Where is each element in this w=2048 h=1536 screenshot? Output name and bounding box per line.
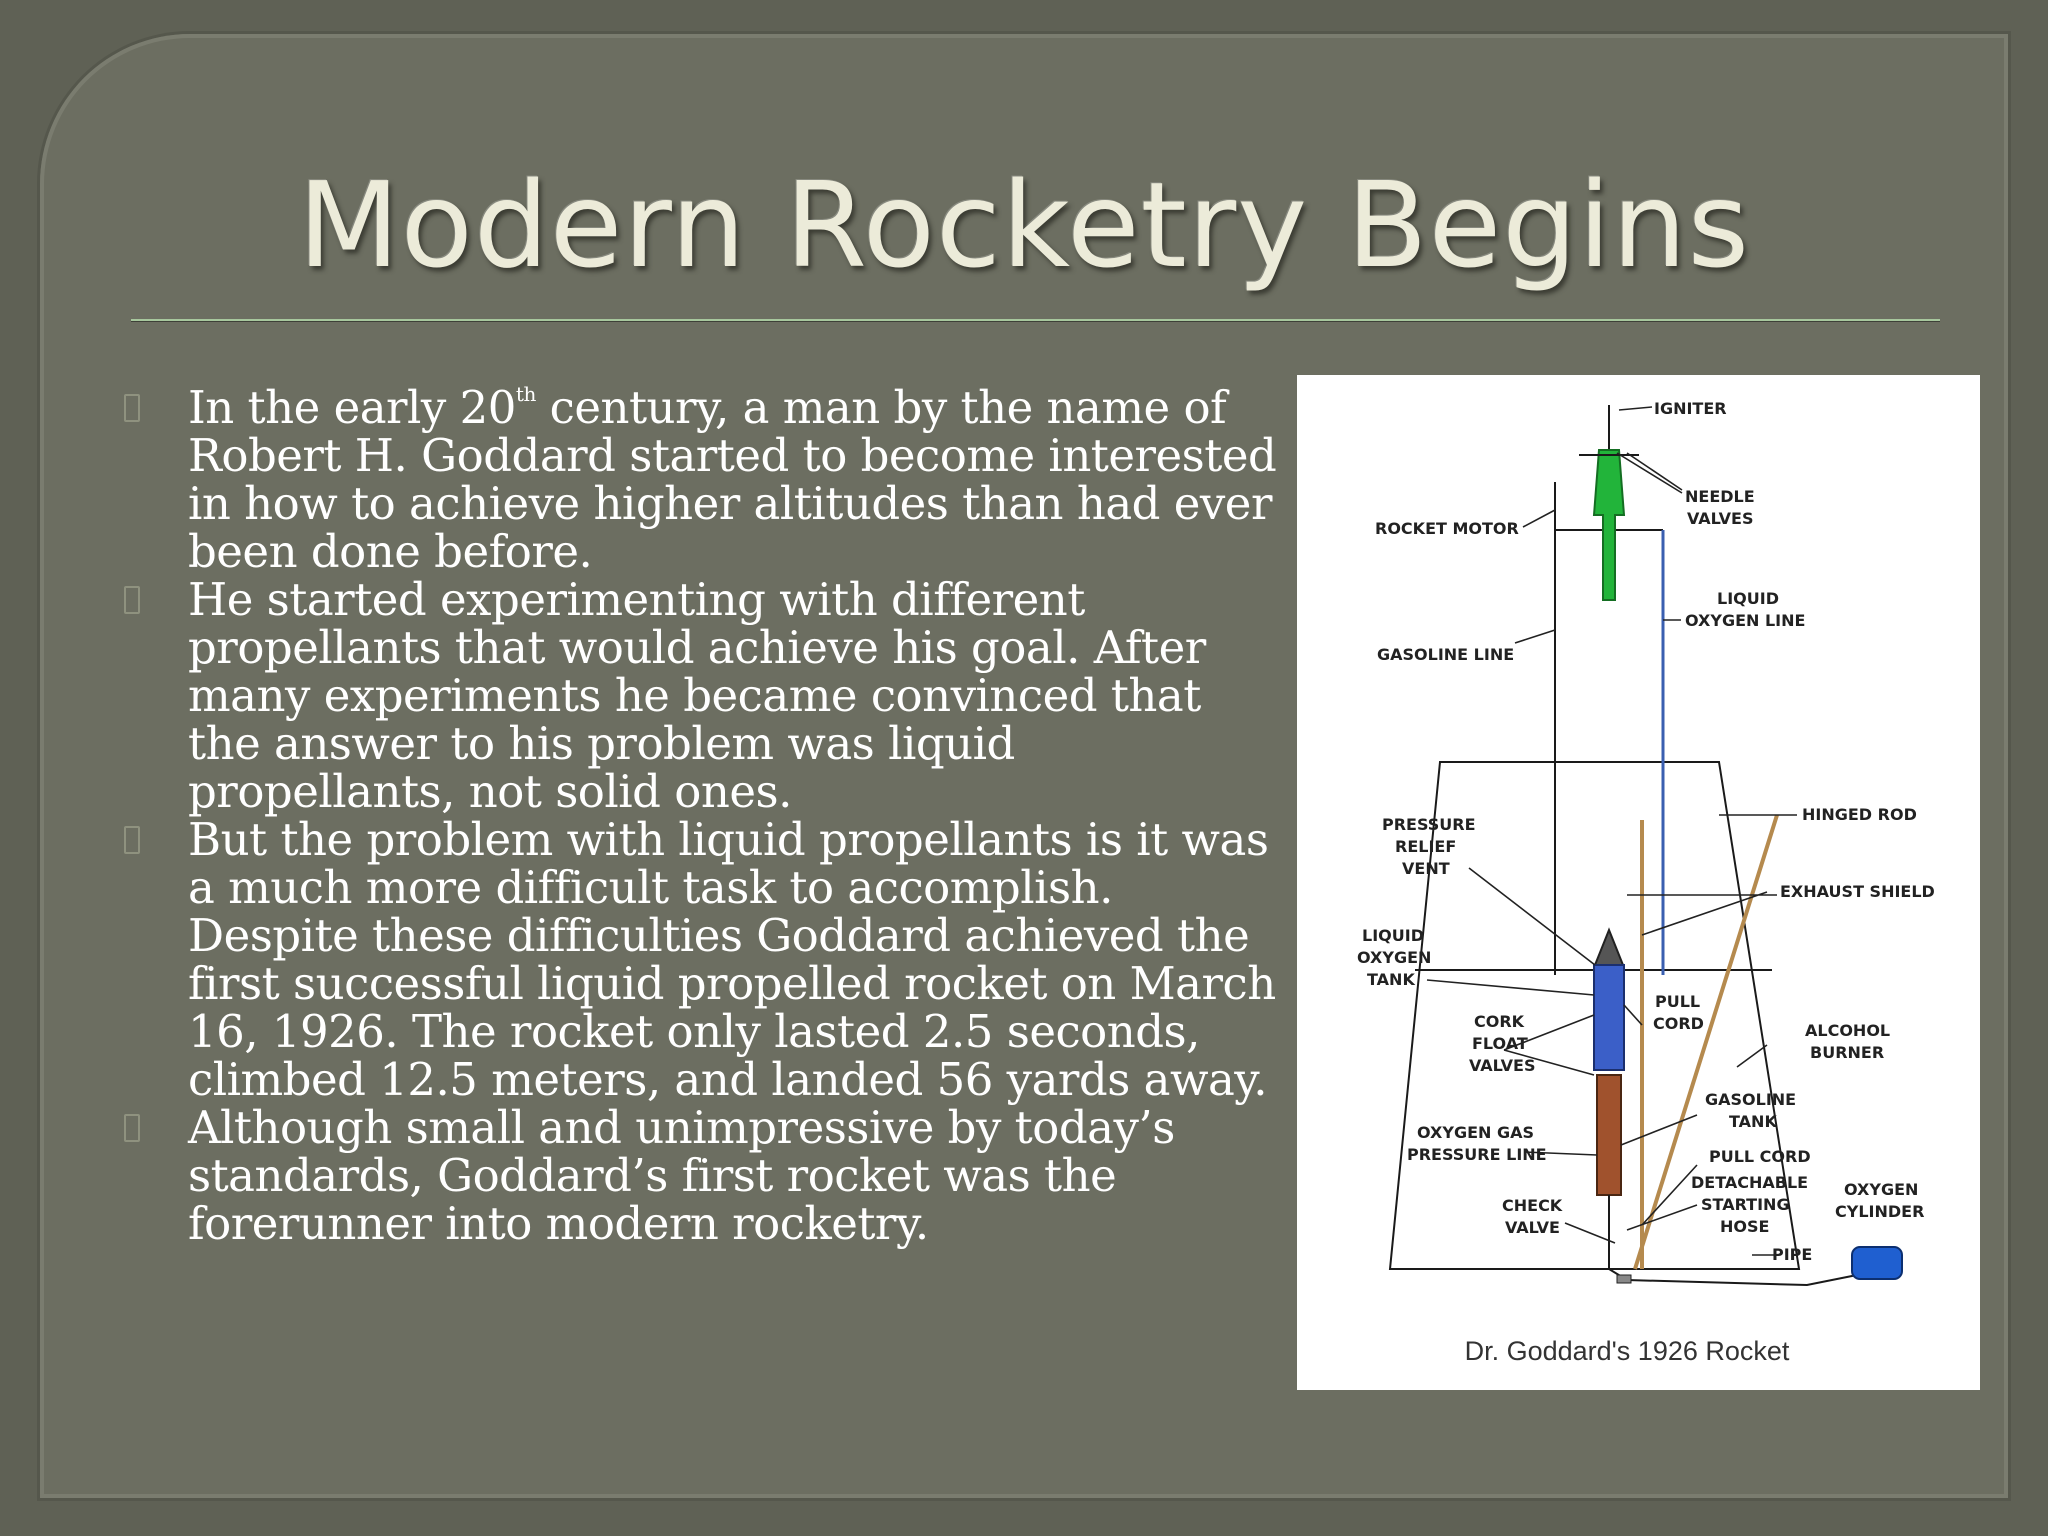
diagram-caption: Dr. Goddard's 1926 Rocket <box>1464 1336 1790 1366</box>
label-needle-valves-2: VALVES <box>1687 509 1754 528</box>
bullet-text: In the early 20 <box>188 381 516 434</box>
bullet-superscript: th <box>515 382 536 406</box>
label-pipe: PIPE <box>1772 1245 1813 1264</box>
bullet-text: Although small and unimpressive by today’s standards, Goddard’s first rocket was the forerunner into modern rocketry. <box>188 1101 1175 1250</box>
label-oxygen-cylinder: OXYGEN <box>1844 1180 1919 1199</box>
label-gasoline-tank: GASOLINE <box>1705 1090 1797 1109</box>
label-pull-cord-upper: PULL <box>1655 992 1701 1011</box>
label-oxygen-cylinder-2: CYLINDER <box>1835 1202 1925 1221</box>
label-check-valve-2: VALVE <box>1505 1218 1560 1237</box>
label-cork-float-valves: CORK <box>1474 1012 1525 1031</box>
bullet-text: But the problem with liquid propellants is it was a much more difficult task to accomplish. Despite these difficulties Goddard achieved the first successful liquid propelled rocket on March 16, 1926. The rocket only lasted 2.5 seconds, climbed 12.5 meters, and landed 56 yards away. <box>188 813 1276 1106</box>
bullet-marker-icon <box>124 586 140 614</box>
rocket-diagram-svg <box>1297 375 1980 1390</box>
bullet-marker-icon <box>124 394 140 422</box>
goddard-rocket-diagram <box>1297 375 1980 1390</box>
label-detachable-hose-3: HOSE <box>1720 1217 1770 1236</box>
label-liquid-oxygen-tank: LIQUID <box>1362 926 1424 945</box>
label-liquid-oxygen-tank-2: OXYGEN <box>1357 948 1432 967</box>
label-cork-float-valves-3: VALVES <box>1469 1056 1536 1075</box>
label-detachable-hose-2: STARTING <box>1701 1195 1790 1214</box>
bullet-item <box>118 813 1278 1106</box>
label-pressure-relief-vent-3: VENT <box>1402 859 1450 878</box>
bullet-item <box>118 1101 1278 1250</box>
bullet-text: He started experimenting with different propellants that would achieve his goal. After many experiments he became convinced that the answer to his problem was liquid propellants, not solid ones. <box>188 573 1206 818</box>
label-oxygen-gas-pressure-line: OXYGEN GAS <box>1417 1123 1535 1142</box>
title-divider <box>131 319 1940 321</box>
bullet-marker-icon <box>124 826 140 854</box>
label-alcohol-burner: ALCOHOL <box>1805 1021 1891 1040</box>
label-needle-valves: NEEDLE <box>1685 487 1755 506</box>
label-pressure-relief-vent: PRESSURE <box>1382 815 1476 834</box>
label-pull-cord-upper-2: CORD <box>1653 1014 1704 1033</box>
label-check-valve: CHECK <box>1502 1196 1563 1215</box>
bullet-item <box>118 381 1278 578</box>
label-alcohol-burner-2: BURNER <box>1810 1043 1885 1062</box>
label-liquid-oxygen-tank-3: TANK <box>1367 970 1415 989</box>
label-pull-cord-lower: PULL CORD <box>1709 1147 1811 1166</box>
label-oxygen-gas-pressure-line-2: PRESSURE LINE <box>1407 1145 1547 1164</box>
label-hinged-rod: HINGED ROD <box>1802 805 1917 824</box>
label-liquid-oxygen-line-2: OXYGEN LINE <box>1685 611 1806 630</box>
bullet-text-continued: century, a man by the name of Robert H. Goddard started to become interested in how to achieve higher altitudes than had ever been done before. <box>188 381 1277 578</box>
rocket-motor-body <box>1594 450 1624 600</box>
liquid-oxygen-tank <box>1594 965 1624 1070</box>
oxygen-cylinder <box>1852 1247 1902 1279</box>
label-gasoline-line: GASOLINE LINE <box>1377 645 1515 664</box>
pipe <box>1609 1269 1857 1285</box>
label-gasoline-tank-2: TANK <box>1729 1112 1777 1131</box>
label-cork-float-valves-2: FLOAT <box>1472 1034 1528 1053</box>
label-exhaust-shield: EXHAUST SHIELD <box>1780 882 1935 901</box>
bullet-item <box>118 573 1278 818</box>
label-rocket-motor: ROCKET MOTOR <box>1375 519 1519 538</box>
label-detachable-hose: DETACHABLE <box>1691 1173 1809 1192</box>
gasoline-tank <box>1597 1075 1621 1195</box>
bullet-list <box>118 381 1278 1250</box>
label-pressure-relief-vent-2: RELIEF <box>1395 837 1457 856</box>
label-liquid-oxygen-line: LIQUID <box>1717 589 1779 608</box>
label-igniter: IGNITER <box>1654 399 1727 418</box>
tank-cone <box>1595 930 1623 965</box>
slide-title: Modern Rocketry Begins <box>297 156 1751 294</box>
check-valve <box>1617 1275 1631 1283</box>
bullet-marker-icon <box>124 1114 140 1142</box>
